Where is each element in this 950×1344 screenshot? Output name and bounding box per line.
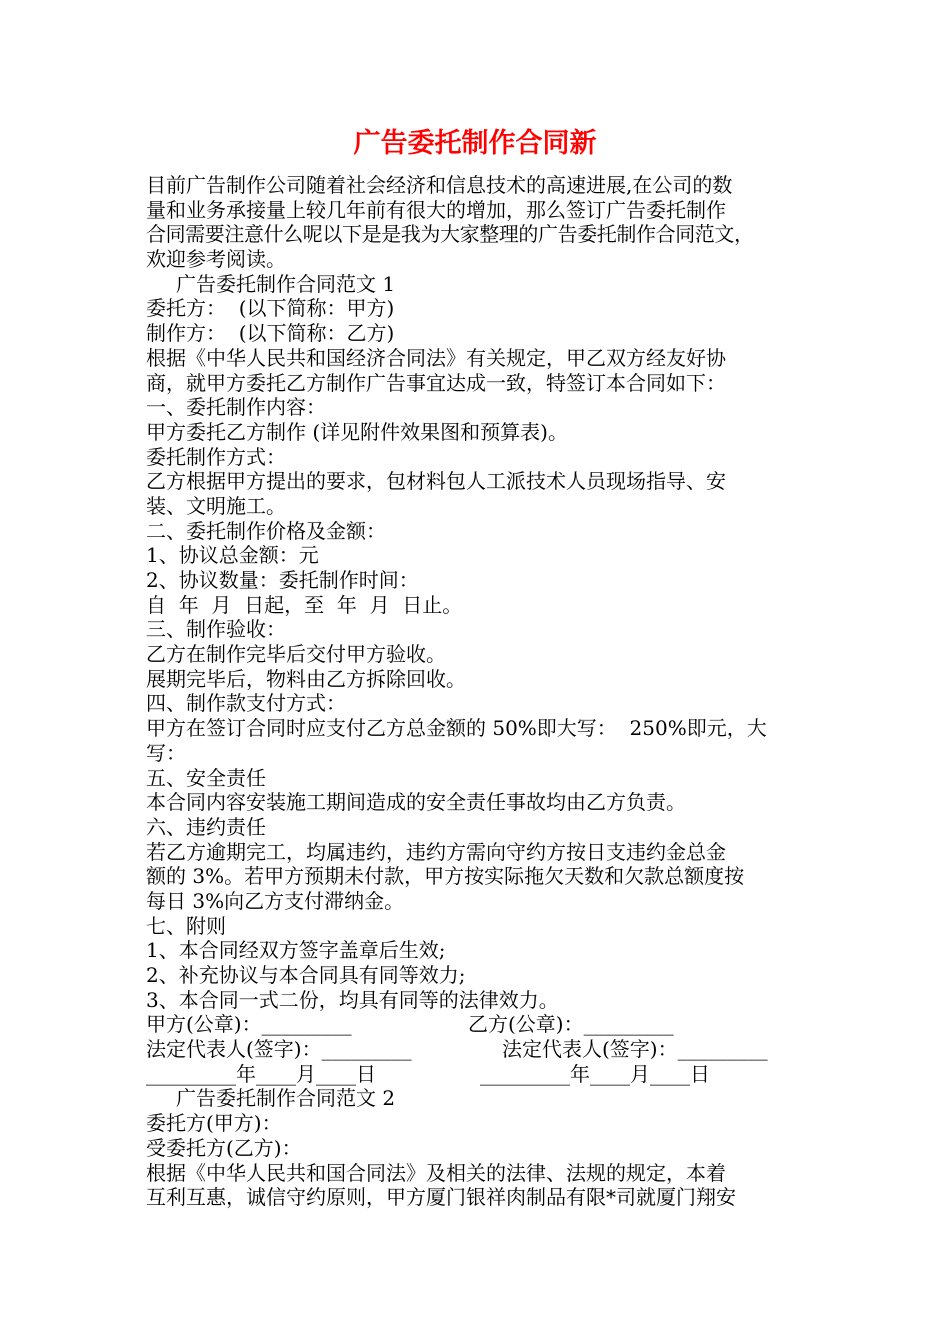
paragraph-line: 合同需要注意什么呢以下是是我为大家整理的广告委托制作合同范文，	[146, 222, 754, 247]
document-body	[146, 173, 816, 1210]
signature-date-row	[146, 1062, 816, 1087]
section-heading: 广告委托制作合同范文 1	[176, 271, 396, 296]
clause-heading: 一、委托制作内容：	[146, 395, 326, 420]
paragraph-line: 量和业务承接量上较几年前有很大的增加，那么签订广告委托制作	[146, 197, 726, 222]
paragraph-line: 若乙方逾期完工，均属违约，违约方需向守约方按日支违约金总金	[146, 839, 726, 864]
paragraph-line: 委托制作方式：	[146, 444, 286, 469]
paragraph-line: 3、本合同一式二份，均具有同等的法律效力。	[146, 987, 559, 1012]
clause-heading: 六、违约责任	[146, 814, 266, 839]
paragraph-line: 乙方根据甲方提出的要求，包材料包人工派技术人员现场指导、安	[146, 469, 726, 494]
clause-heading: 二、委托制作价格及金额：	[146, 518, 386, 543]
party-b-seal: 乙方(公章)：_________	[468, 1012, 674, 1037]
clause-heading: 七、附则	[146, 913, 226, 938]
paragraph-line: 写：	[146, 740, 186, 765]
paragraph-line: 委托方(甲方)：	[146, 1111, 282, 1136]
paragraph-line: 展期完毕后，物料由乙方拆除回收。	[146, 666, 466, 691]
party-b-date: _________年____月____日	[480, 1061, 710, 1086]
clause-heading: 四、制作款支付方式：	[146, 691, 346, 716]
paragraph-line: 根据《中华人民共和国经济合同法》有关规定，甲乙双方经友好协	[146, 345, 726, 370]
clause-heading: 五、安全责任	[146, 765, 266, 790]
paragraph-line: 委托方： (以下简称：甲方)	[146, 296, 395, 321]
paragraph-line: 每日 3%向乙方支付滞纳金。	[146, 888, 405, 913]
paragraph-line: 受委托方(乙方)：	[146, 1135, 302, 1160]
clause-heading: 三、制作验收：	[146, 617, 286, 642]
paragraph-line: 1、协议总金额：元	[146, 543, 319, 568]
paragraph-line: 甲方在签订合同时应支付乙方总金额的 50%即大写： 250%即元，大	[146, 716, 767, 741]
section-heading: 广告委托制作合同范文 2	[176, 1086, 396, 1111]
paragraph-line: 目前广告制作公司随着社会经济和信息技术的高速进展,在公司的数	[146, 173, 733, 197]
paragraph-line: 乙方在制作完毕后交付甲方验收。	[146, 642, 446, 667]
signature-rep-row	[146, 1037, 816, 1062]
paragraph-line: 制作方： (以下简称：乙方)	[146, 321, 395, 346]
document-title: 广告委托制作合同新	[353, 128, 597, 159]
party-a-seal: 甲方(公章)：_________	[146, 1012, 352, 1037]
paragraph-line: 甲方委托乙方制作 (详见附件效果图和预算表)。	[146, 419, 568, 444]
paragraph-line: 额的 3%。若甲方预期未付款，甲方按实际拖欠天数和欠款总额度按	[146, 864, 745, 889]
paragraph-line: 互利互惠，诚信守约原则，甲方厦门银祥肉制品有限*司就厦门翔安	[146, 1185, 736, 1210]
paragraph-line: 根据《中华人民共和国合同法》及相关的法律、法规的规定，本着	[146, 1160, 726, 1185]
signature-seal-row	[146, 1012, 816, 1037]
paragraph-line: 欢迎参考阅读。	[146, 247, 286, 272]
paragraph-line: 本合同内容安装施工期间造成的安全责任事故均由乙方负责。	[146, 790, 686, 815]
paragraph-line: 商，就甲方委托乙方制作广告事宜达成一致，特签订本合同如下：	[146, 370, 726, 395]
party-a-date: _________年____月____日	[146, 1061, 376, 1086]
party-b-representative: 法定代表人(签字)：_________	[502, 1037, 768, 1062]
paragraph-line: 1、本合同经双方签字盖章后生效;	[146, 938, 446, 963]
paragraph-line: 装、文明施工。	[146, 493, 286, 518]
party-a-representative: 法定代表人(签字)：_________	[146, 1037, 412, 1062]
paragraph-line: 2、补充协议与本合同具有同等效力;	[146, 963, 466, 987]
paragraph-line: 2、协议数量：委托制作时间：	[146, 568, 419, 592]
paragraph-line: 自 年 月 日起，至 年 月 日止。	[146, 592, 463, 617]
